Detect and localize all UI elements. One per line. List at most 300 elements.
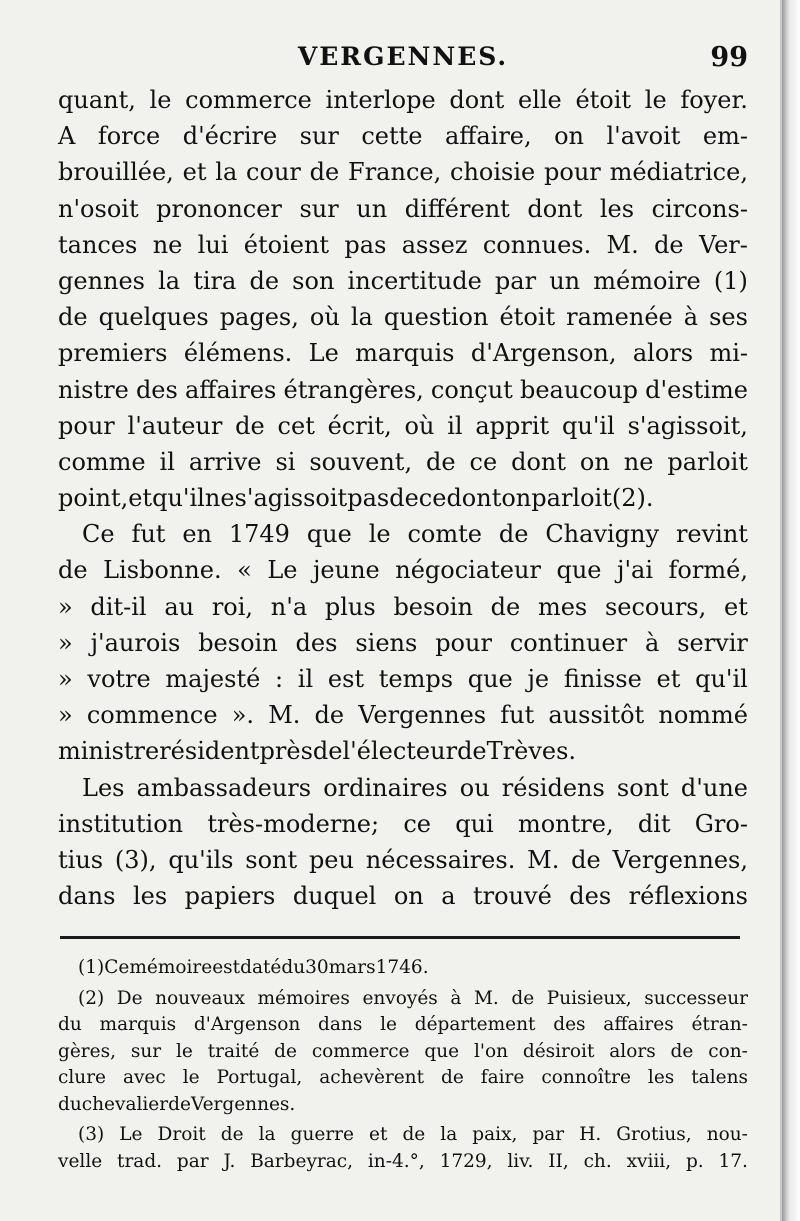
word: (3) — [78, 1124, 105, 1145]
word: nommé — [658, 701, 748, 730]
word: apprit — [475, 411, 550, 440]
text-line — [58, 335, 748, 371]
word: nistre — [58, 375, 129, 404]
word: incertitude — [347, 266, 482, 295]
word: Ce — [104, 957, 130, 978]
word: où — [309, 303, 340, 332]
word: quelques — [98, 303, 209, 332]
page-edge — [782, 0, 800, 1221]
text-line — [58, 625, 748, 661]
word: Chavigny — [545, 520, 660, 549]
word: » — [58, 665, 73, 693]
word: cette — [361, 122, 423, 151]
word: besoin — [198, 628, 278, 657]
word: différent — [404, 194, 510, 223]
word: » — [58, 701, 73, 730]
word: qu'il — [152, 484, 205, 513]
word: l'on — [473, 1040, 508, 1062]
word: les — [647, 1067, 675, 1088]
word: faire — [480, 1067, 525, 1088]
word: ses — [709, 303, 748, 332]
word: dans — [318, 1014, 363, 1035]
word: M. — [268, 701, 301, 730]
word: que — [306, 520, 352, 549]
word: à — [450, 987, 462, 1009]
word: 1729, — [439, 1150, 493, 1172]
word: Ver- — [698, 230, 748, 259]
word: dont — [527, 194, 583, 223]
word: du — [281, 957, 306, 978]
word: un — [356, 194, 388, 223]
word: dit-il — [90, 592, 147, 621]
word: commence — [86, 701, 218, 730]
word: talens — [691, 1067, 748, 1088]
word: d'Argenson — [193, 1014, 301, 1035]
word: n'osoit — [58, 194, 139, 223]
word: d'Argenson, — [470, 339, 617, 368]
word: en — [182, 520, 212, 549]
word: fut — [131, 520, 166, 549]
text-line — [58, 589, 748, 625]
word: commerce — [185, 86, 312, 114]
word: de — [389, 484, 419, 513]
word: l'auteur — [127, 411, 223, 440]
word: p. — [685, 1150, 704, 1172]
word: ch. — [583, 1150, 612, 1172]
word: les — [132, 882, 168, 911]
word: plus — [324, 592, 376, 621]
word: de — [314, 701, 345, 730]
running-title: VERGENNES. — [297, 42, 509, 71]
word: près — [259, 737, 313, 766]
word: écrit, — [327, 411, 392, 440]
text-line — [58, 878, 748, 914]
word: Vergennes. — [190, 1093, 296, 1115]
word: de — [58, 556, 88, 585]
text-line — [58, 82, 748, 118]
word: brouillée, — [58, 158, 174, 187]
word: paix, — [472, 1124, 518, 1145]
word: peu — [308, 845, 354, 874]
word: pour — [544, 158, 601, 187]
word: le — [182, 1067, 200, 1088]
word: que — [424, 1040, 460, 1062]
word: tira — [193, 266, 237, 295]
word: les — [599, 194, 635, 223]
text-line — [58, 733, 748, 769]
word: II, — [548, 1150, 569, 1172]
footnote-line — [58, 986, 748, 1013]
word: ne — [152, 230, 183, 259]
word: H. — [579, 1124, 602, 1145]
word: circons- — [651, 194, 748, 223]
footnote-line — [58, 955, 748, 982]
word: de — [168, 1093, 191, 1115]
word: la — [215, 158, 238, 187]
text-line — [58, 444, 748, 480]
word: » — [58, 592, 73, 621]
word: premiers — [58, 339, 168, 368]
word: nécessaires. — [365, 845, 516, 874]
word: Grotius, — [616, 1124, 692, 1145]
word: finisse — [563, 665, 642, 693]
word: qui — [455, 809, 494, 838]
word: (2) — [78, 987, 105, 1009]
word: Puisieux, — [546, 987, 632, 1009]
word: tances — [58, 230, 138, 259]
text-line — [58, 227, 748, 263]
word: cet — [277, 411, 315, 440]
text-line — [58, 118, 748, 154]
word: je — [527, 665, 550, 693]
word: envoyés — [362, 987, 438, 1009]
text-line — [58, 408, 748, 444]
word: le — [644, 86, 667, 114]
word: de — [426, 447, 456, 476]
word: de — [498, 520, 529, 549]
footnote-line — [58, 1012, 748, 1039]
word: si — [275, 447, 296, 476]
word: de — [312, 737, 343, 766]
word: Le — [308, 339, 339, 368]
word: son — [292, 266, 335, 295]
word: Lisbonne. — [103, 556, 222, 585]
word: Le — [119, 1124, 143, 1145]
page-header — [58, 42, 748, 78]
word: gennes — [58, 266, 145, 295]
word: de — [654, 230, 684, 259]
word: de — [274, 1040, 297, 1062]
word: xviii, — [626, 1150, 672, 1172]
word: M. — [473, 987, 499, 1009]
page-number: 99 — [710, 42, 748, 73]
word: conçut — [430, 375, 513, 404]
word: (1) — [713, 266, 748, 295]
word: temps — [378, 665, 454, 693]
word: parloit — [531, 484, 612, 513]
word: ne — [623, 447, 654, 476]
word: de — [511, 987, 535, 1009]
word: il — [159, 447, 175, 476]
word: qu'ils — [168, 845, 234, 874]
word: guerre — [290, 1124, 354, 1145]
word: pour — [58, 411, 115, 440]
word: dont — [446, 484, 502, 513]
word: des — [295, 628, 338, 657]
word: commerce — [311, 1040, 410, 1062]
word: 17. — [718, 1150, 748, 1172]
word: : — [275, 665, 284, 693]
word: parloit — [667, 447, 748, 476]
text-line — [58, 299, 748, 335]
word: interlope — [325, 86, 436, 114]
word: 30 — [305, 957, 329, 978]
word: clure — [58, 1067, 106, 1088]
word: de — [58, 303, 88, 332]
word: d'écrire — [182, 122, 278, 151]
word: on — [393, 882, 424, 911]
word: mémoire — [129, 957, 213, 978]
word: et — [724, 592, 748, 621]
word: dont — [511, 447, 566, 476]
word: la — [158, 266, 181, 295]
text-line — [58, 480, 748, 516]
word: em- — [702, 122, 748, 151]
word: j'ai — [617, 556, 654, 585]
word: la — [440, 1124, 458, 1145]
word: M. — [606, 230, 639, 259]
word: mi- — [709, 339, 748, 368]
word: que — [467, 665, 513, 693]
footnote-line — [58, 1039, 748, 1066]
text-line — [58, 661, 748, 697]
word: roi, — [211, 592, 254, 621]
word: revint — [675, 520, 748, 549]
word: marquis — [99, 1014, 177, 1035]
footnote-line — [58, 1092, 748, 1119]
word: n'a — [270, 592, 308, 621]
word: département — [414, 1014, 536, 1035]
word: force — [97, 122, 161, 151]
word: médiatrice, — [609, 158, 748, 187]
word: de — [220, 1124, 244, 1145]
word: connues. — [482, 230, 592, 259]
word: s'agissoit — [234, 484, 348, 513]
word: étrangères, — [283, 375, 424, 404]
word: nouveaux — [155, 987, 245, 1009]
word: ramenée — [566, 303, 673, 332]
word: pas — [347, 484, 390, 513]
word: il — [447, 411, 463, 440]
word: ». — [231, 701, 255, 730]
word: des — [135, 375, 178, 404]
word: papiers — [184, 882, 276, 911]
word: dit — [637, 809, 671, 838]
text-line — [58, 697, 748, 733]
word: » — [58, 628, 73, 657]
word: de — [441, 1067, 464, 1088]
word: j'aurois — [90, 628, 181, 657]
word: et — [656, 665, 681, 693]
word: prononcer — [156, 194, 282, 223]
word: alors — [609, 1040, 656, 1062]
footnotes — [58, 955, 748, 1175]
word: par — [532, 1124, 565, 1145]
word: est — [212, 957, 241, 978]
text-line — [58, 263, 748, 299]
word: sont — [245, 845, 298, 874]
body-text — [58, 82, 748, 914]
text-line — [58, 806, 748, 842]
word: aussitôt — [548, 701, 645, 730]
word: point, — [58, 484, 129, 513]
word: France, — [348, 158, 442, 187]
word: jeune — [312, 556, 380, 585]
word: la — [350, 303, 373, 332]
word: Portugal, — [216, 1067, 303, 1088]
word: De — [116, 987, 143, 1009]
word: Vergennes — [358, 701, 487, 730]
word: M. — [527, 845, 560, 874]
word: Les — [82, 773, 125, 802]
text-line — [58, 842, 748, 878]
word: on — [501, 484, 532, 513]
word: chevalier — [81, 1093, 169, 1115]
word: du — [58, 1014, 82, 1035]
word: résident — [159, 737, 260, 766]
word: à — [683, 303, 699, 332]
word: ce — [418, 484, 447, 513]
word: lui — [197, 230, 229, 259]
word: alors — [632, 339, 694, 368]
word: d'une — [680, 773, 748, 802]
word: ministre — [58, 737, 160, 766]
word: mémoires — [257, 987, 350, 1009]
word: de — [490, 592, 521, 621]
word: est — [327, 665, 365, 693]
word: des — [569, 882, 612, 911]
word: daté — [240, 957, 282, 978]
word: de — [457, 737, 487, 766]
word: souvent, — [309, 447, 413, 476]
word: connoître — [541, 1067, 631, 1088]
word: un — [549, 266, 581, 295]
word: votre — [87, 665, 151, 693]
word: Le — [267, 556, 298, 585]
word: nou- — [706, 1124, 748, 1145]
word: d'estime — [645, 375, 748, 404]
word: traité — [207, 1040, 260, 1062]
word: duquel — [292, 882, 377, 911]
word: affaires — [184, 375, 277, 404]
word: s'agissoit, — [627, 411, 748, 440]
word: marquis — [355, 339, 455, 368]
word: sur — [299, 122, 339, 151]
word: la — [258, 1124, 276, 1145]
word: secours, — [604, 592, 707, 621]
word: (2). — [611, 484, 654, 513]
word: au — [164, 592, 195, 621]
word: le — [175, 1040, 193, 1062]
text-line — [58, 770, 748, 806]
word: institution — [58, 809, 184, 838]
word: affaires — [603, 1014, 674, 1035]
word: Gro- — [694, 809, 748, 838]
word: étoient — [243, 230, 330, 259]
word: à — [644, 628, 660, 657]
word: mars — [328, 957, 376, 978]
word: négociateur — [395, 556, 541, 585]
word: où — [404, 411, 435, 440]
word: de — [670, 1040, 694, 1062]
word: l'avoit — [606, 122, 681, 151]
word: a — [441, 882, 456, 911]
word: trad. — [117, 1150, 163, 1172]
word: on — [579, 447, 610, 476]
word: des — [553, 1014, 586, 1035]
word: désiroit — [522, 1040, 595, 1062]
word: ou — [459, 773, 490, 802]
word: (1) — [78, 957, 105, 978]
word: étran- — [691, 1014, 748, 1035]
word: et — [369, 1124, 388, 1145]
word: ordinaires — [323, 773, 448, 802]
word: choisie — [450, 158, 536, 187]
word: et — [128, 484, 153, 513]
word: Trèves. — [486, 737, 577, 766]
word: servir — [677, 628, 748, 657]
word: mémoire — [593, 266, 701, 295]
word: Droit — [157, 1124, 206, 1145]
word: siens — [355, 628, 418, 657]
word: gères, — [58, 1040, 116, 1062]
word: ne — [204, 484, 235, 513]
text-line — [58, 154, 748, 190]
word: affaire, — [444, 122, 532, 151]
word: on — [554, 122, 584, 151]
word: sur — [130, 1040, 162, 1062]
word: sur — [299, 194, 339, 223]
word: pages, — [219, 303, 299, 332]
word: du — [58, 1093, 82, 1115]
word: A — [58, 122, 76, 151]
word: mes — [537, 592, 588, 621]
word: foyer. — [680, 86, 748, 114]
word: elle — [518, 86, 562, 114]
word: liv. — [507, 1150, 534, 1172]
word: successeur — [644, 987, 748, 1009]
word: pas — [344, 230, 387, 259]
word: continuer — [509, 628, 628, 657]
word: de — [249, 266, 280, 295]
word: Vergennes, — [612, 845, 748, 874]
word: résidens — [501, 773, 605, 802]
word: qu'il — [562, 411, 615, 440]
word: montre, — [517, 809, 614, 838]
word: (3), — [114, 845, 157, 874]
word: J. — [223, 1150, 236, 1172]
word: élémens. — [183, 339, 293, 368]
text-line — [58, 372, 748, 408]
word: étoit — [575, 86, 632, 114]
word: majesté — [165, 665, 261, 693]
word: de — [309, 158, 340, 187]
word: in-4.°, — [367, 1150, 425, 1172]
word: de — [235, 411, 265, 440]
word: l'électeur — [342, 737, 458, 766]
word: que — [556, 556, 602, 585]
word: par — [494, 266, 537, 295]
footnote-line — [58, 1122, 748, 1149]
word: formé, — [668, 556, 748, 585]
word: tius — [58, 845, 104, 874]
word: pour — [435, 628, 492, 657]
word: besoin — [393, 592, 473, 621]
text-line — [58, 191, 748, 227]
word: trouvé — [473, 882, 552, 911]
word: de — [402, 1124, 426, 1145]
word: comte — [407, 520, 482, 549]
word: ce — [469, 447, 498, 476]
word: assez — [401, 230, 468, 259]
word: ambassadeurs — [136, 773, 312, 802]
word: achevèrent — [319, 1067, 425, 1088]
word: dont — [449, 86, 505, 114]
word: beaucoup — [519, 375, 639, 404]
word: ce — [403, 809, 431, 838]
text-line — [58, 552, 748, 588]
word: le — [149, 86, 172, 114]
